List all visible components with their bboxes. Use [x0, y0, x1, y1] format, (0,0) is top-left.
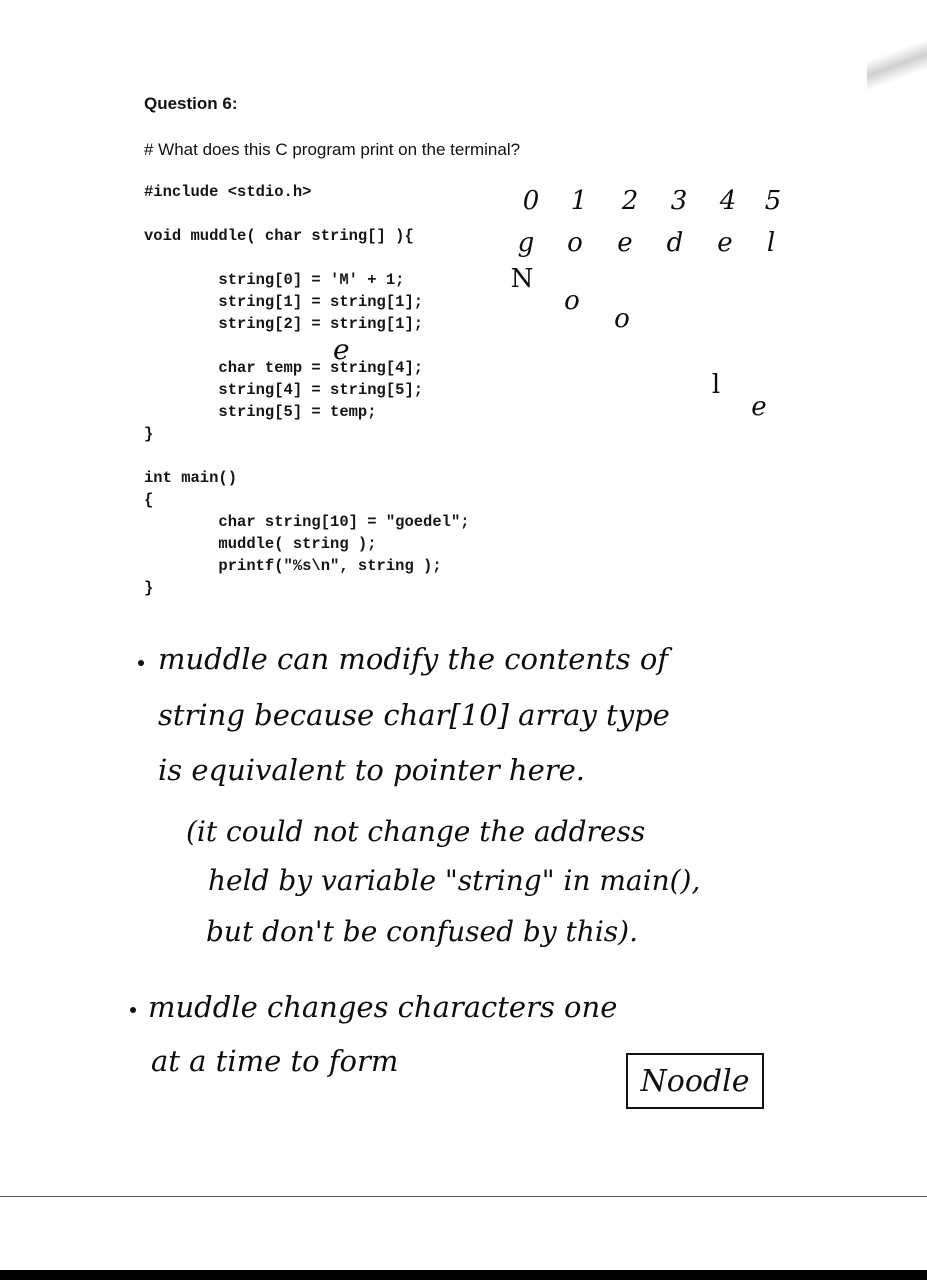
page-rule: [0, 1196, 927, 1197]
bullet-1: [138, 660, 144, 666]
trace-initial-3: d: [666, 228, 684, 258]
note-line-7: muddle changes characters one: [148, 990, 618, 1024]
trace-initial-4: e: [717, 228, 733, 258]
trace-index-2: 2: [621, 186, 639, 216]
trace-initial-0: g: [517, 228, 535, 258]
note-line-1: muddle can modify the contents of: [158, 642, 669, 676]
trace-index-0: 0: [522, 186, 540, 216]
bullet-2: [130, 1007, 136, 1013]
trace-index-1: 1: [570, 186, 588, 216]
trace-index-5: 5: [764, 186, 782, 216]
trace-step-0: N: [510, 264, 534, 294]
note-line-3: is equivalent to pointer here.: [158, 753, 585, 787]
trace-step-2: o: [614, 304, 630, 334]
temp-annotation: e: [333, 333, 350, 366]
note-line-8: at a time to form: [151, 1044, 399, 1078]
note-line-4: (it could not change the address: [186, 815, 646, 848]
trace-step-5: e: [751, 392, 767, 422]
trace-initial-5: l: [766, 228, 776, 258]
note-line-6: but don't be confused by this).: [206, 915, 638, 948]
trace-step-1: o: [564, 286, 580, 316]
trace-initial-2: e: [617, 228, 633, 258]
trace-initial-1: o: [567, 228, 583, 258]
scan-smudge: [867, 0, 927, 130]
question-prompt: # What does this C program print on the terminal?: [144, 140, 521, 159]
trace-index-3: 3: [670, 186, 688, 216]
trace-step-4: l: [711, 370, 721, 400]
note-line-5: held by variable "string" in main(),: [208, 864, 701, 897]
code-listing: #include <stdio.h> void muddle( char string[] ){ string[0] = 'M' + 1; string[1] = string[1]; string[2] = string[1]; char temp = string[4]; string[4] = string[5]; string[5] = temp; } int main() { char string[10] = "goedel"; muddle( string ); printf("%s\n", string ); }: [144, 183, 470, 597]
note-line-2: string because char[10] array type: [158, 698, 670, 732]
scan-edge: [0, 1270, 927, 1280]
question-title: Question 6:: [144, 94, 238, 113]
answer-box: Noodle: [626, 1053, 764, 1109]
trace-index-4: 4: [719, 186, 737, 216]
